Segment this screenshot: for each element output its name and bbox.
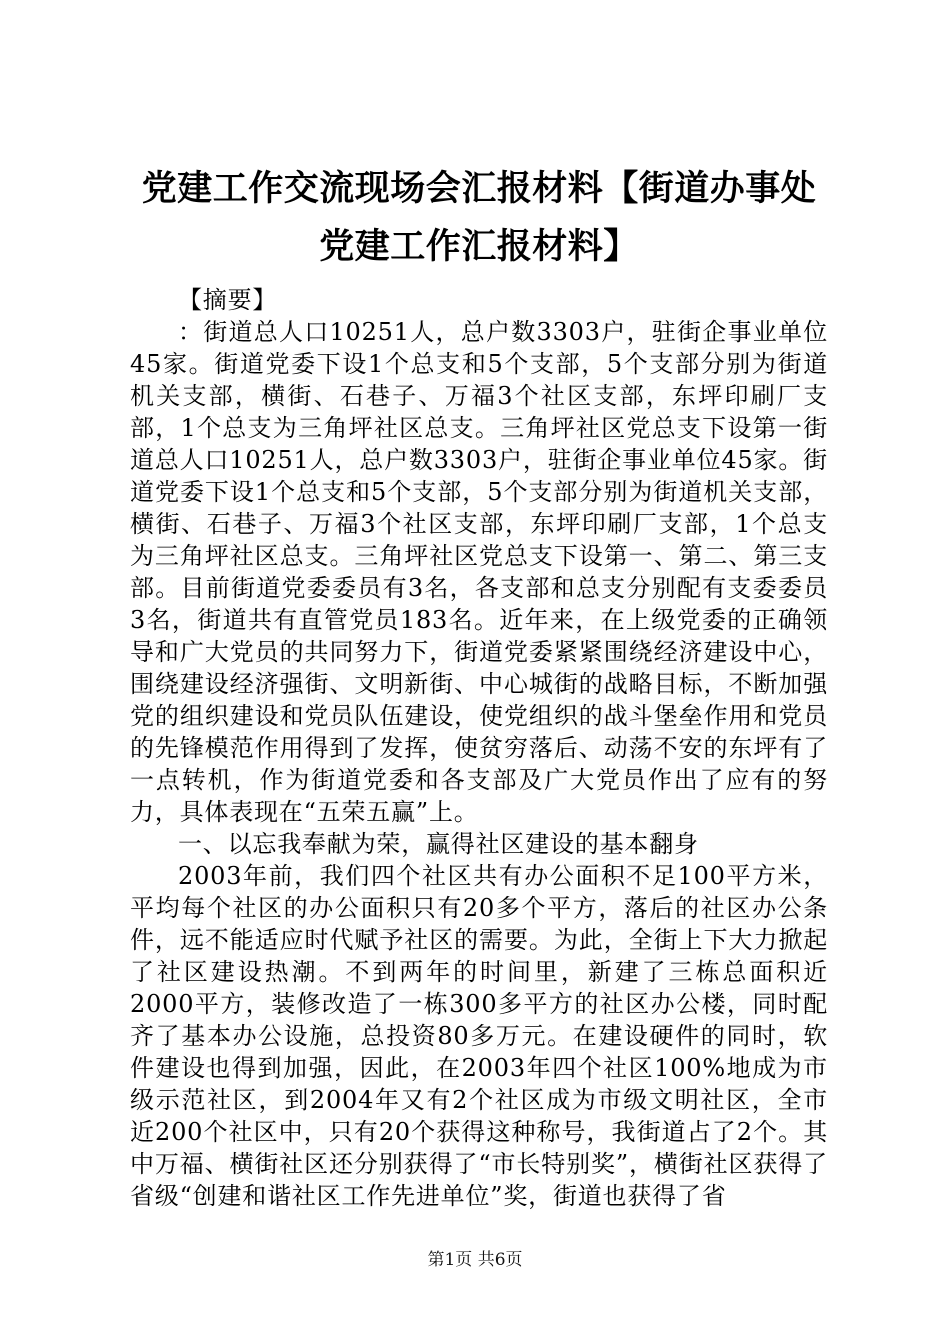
paragraph-section-1: 2003年前，我们四个社区共有办公面积不足100平方米，平均每个社区的办公面积只有20多个平方，落后的社区办公条件，远不能适应时代赋予社区的需要。为此，全街上下大力掀起了社区建设热潮。不到两年的时间里，新建了三栋总面积近2000平方，装修改造了一栋300多平方的社区办公楼，同时配齐了基本办公设施，总投资80多万元。在建设硬件的同时，软件建设也得到加强，因此，在2003年四个社区100%地成为市级示范社区，到2004年又有2个社区成为市级文明社区，全市近200个社区中，只有20个获得这种称号，我街道占了2个。其中万福、横街社区还分别获得了“市长特别奖”，横街社区获得了省级“创建和谐社区工作先进单位”奖，街道也获得了省	[130, 862, 828, 1210]
document-page	[130, 160, 828, 1212]
abstract-label: 【摘要】	[178, 286, 278, 314]
paragraph-abstract: ：街道总人口10251人，总户数3303户，驻街企事业单位45家。街道党委下设1个总支和5个支部，5个支部分别为街道机关支部，横街、石巷子、万福3个社区支部，东坪印刷厂支部，1个总支为三角坪社区总支。三角坪社区党总支下设第一街道总人口10251人，总户数3303户，驻街企事业单位45家。街道党委下设1个总支和5个支部，5个支部分别为街道机关支部，横街、石巷子、万福3个社区支部，东坪印刷厂支部，1个总支为三角坪社区总支。三角坪社区党总支下设第一、第二、第三支部。目前街道党委委员有3名，各支部和总支分别配有支委委员3名，街道共有直管党员183名。近年来，在上级党委的正确领导和广大党员的共同努力下，街道党委紧紧围绕经济建设中心，围绕建设经济强街、文明新街、中心城街的战略目标，不断加强党的组织建设和党员队伍建设，使党组织的战斗堡垒作用和党员的先锋模范作用得到了发挥，使贫穷落后、动荡不安的东坪有了一点转机，作为街道党委和各支部及广大党员作出了应有的努力，具体表现在“五荣五赢”上。	[130, 318, 828, 826]
section-heading-1: 一、以忘我奉献为荣，赢得社区建设的基本翻身	[178, 830, 699, 858]
document-body	[130, 284, 828, 1212]
document-title: 党建工作交流现场会汇报材料【街道办事处党建工作汇报材料】	[141, 169, 817, 267]
page-footer: 第1页 共6页	[427, 1250, 523, 1270]
